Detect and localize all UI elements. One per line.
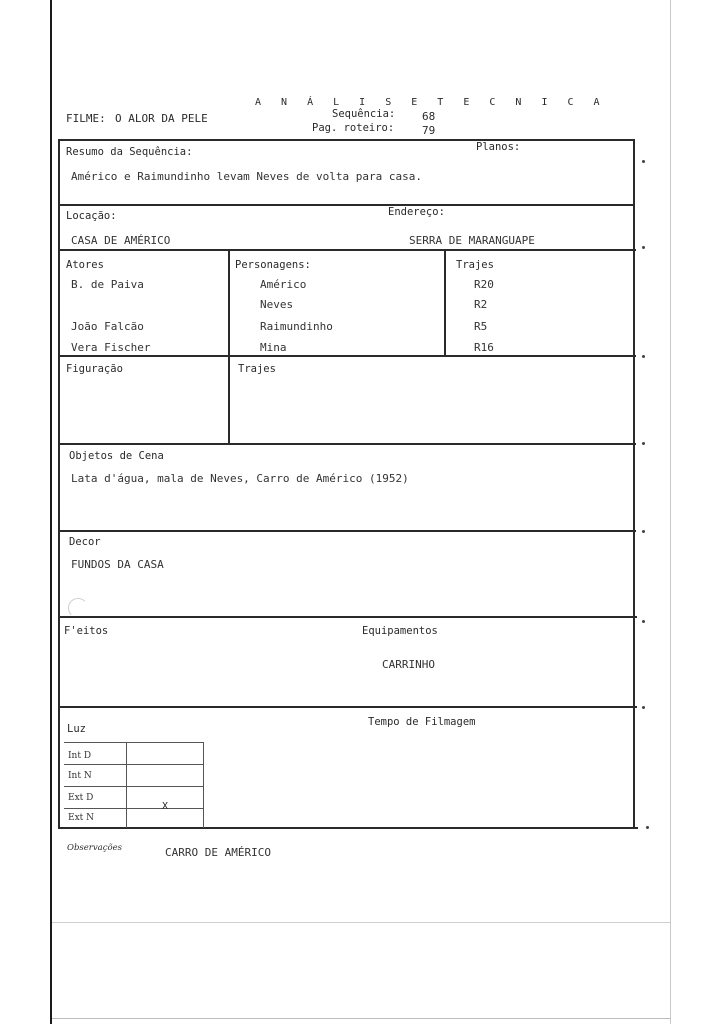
- divider-effects: [58, 706, 637, 708]
- divider-location: [58, 249, 636, 251]
- props-label: Objetos de Cena: [69, 450, 164, 462]
- lighting-grid-line: [203, 742, 204, 828]
- lighting-grid-line: [64, 808, 204, 809]
- divider-props: [58, 530, 636, 532]
- margin-dot: [642, 160, 645, 163]
- address-label: Endereço:: [388, 206, 445, 218]
- form-left-border: [58, 139, 60, 829]
- character-cell: Mina: [260, 341, 287, 354]
- lighting-grid-line: [64, 742, 204, 743]
- sequence-label: Sequência:: [332, 108, 396, 120]
- character-cell: Neves: [260, 298, 294, 311]
- lighting-row-label: Int D: [68, 751, 92, 761]
- divider-cast: [58, 355, 636, 357]
- lighting-label: Luz: [67, 723, 86, 735]
- page-bottom-edge: [52, 1018, 670, 1019]
- film-label: FILME:: [66, 112, 106, 125]
- location-value: CASA DE AMÉRICO: [71, 234, 171, 247]
- character-cell: Raimundinho: [260, 320, 333, 333]
- form-top-border: [58, 139, 634, 141]
- effects-label: F'eitos: [64, 625, 109, 637]
- margin-dot: [642, 355, 645, 358]
- script-page-label: Pag. roteiro:: [312, 122, 395, 134]
- planos-label: Planos:: [476, 141, 521, 153]
- margin-dot: [642, 442, 645, 445]
- summary-label: Resumo da Sequência:: [66, 146, 193, 158]
- divider-extras: [58, 443, 636, 445]
- sequence-value: 68: [422, 110, 436, 123]
- margin-dot: [642, 620, 645, 623]
- lighting-row-label: Int N: [68, 771, 92, 781]
- notes-label: Observações: [67, 843, 123, 853]
- extras-costumes-label: Trajes: [238, 363, 276, 375]
- cast-column-divider-1: [228, 249, 230, 443]
- characters-label: Personagens:: [235, 259, 311, 271]
- summary-text: Américo e Raimundinho levam Neves de volta para casa.: [71, 170, 422, 183]
- form-right-border: [633, 139, 635, 829]
- page-edge-left: [50, 0, 52, 1024]
- costume-cell: R5: [474, 320, 488, 333]
- punch-hole-mark: [68, 598, 88, 618]
- costumes-label: Trajes: [456, 259, 494, 271]
- lighting-grid-line: [64, 764, 204, 765]
- divider-summary: [58, 204, 635, 206]
- lighting-row-label: Ext N: [68, 813, 94, 823]
- divider-decor: [58, 616, 637, 618]
- costume-cell: R20: [474, 278, 494, 291]
- costume-cell: R16: [474, 341, 494, 354]
- margin-dot: [642, 530, 645, 533]
- equipment-label: Equipamentos: [362, 625, 438, 637]
- page-edge-right: [670, 0, 671, 1024]
- lighting-grid-line: [64, 786, 204, 787]
- filming-time-label: Tempo de Filmagem: [368, 716, 476, 728]
- actor-cell: B. de Paiva: [71, 278, 144, 291]
- lighting-grid: [64, 742, 204, 828]
- character-cell: Américo: [260, 278, 307, 291]
- equipment-value: CARRINHO: [382, 658, 435, 671]
- costume-cell: R2: [474, 298, 488, 311]
- address-value: SERRA DE MARANGUAPE: [409, 234, 535, 247]
- script-page-value: 79: [422, 124, 436, 137]
- actor-cell: Vera Fischer: [71, 341, 151, 354]
- lighting-row-label: Ext D: [68, 793, 94, 803]
- form-title: A N Á L I S E T E C N I C A: [255, 97, 607, 108]
- props-value: Lata d'água, mala de Neves, Carro de Américo (1952): [71, 472, 409, 485]
- film-value: O ALOR DA PELE: [115, 112, 208, 125]
- decor-label: Decor: [69, 536, 101, 548]
- extras-label: Figuração: [66, 363, 123, 375]
- actor-cell: João Falcão: [71, 320, 144, 333]
- location-label: Locação:: [66, 210, 117, 222]
- page-fold-line: [52, 922, 670, 923]
- lighting-mark: X: [162, 801, 169, 812]
- margin-dot: [642, 246, 645, 249]
- lighting-grid-line: [126, 742, 127, 828]
- cast-column-divider-2: [444, 249, 446, 355]
- margin-dot: [646, 826, 649, 829]
- notes-value: CARRO DE AMÉRICO: [165, 846, 271, 859]
- decor-value: FUNDOS DA CASA: [71, 558, 164, 571]
- actors-label: Atores: [66, 259, 104, 271]
- margin-dot: [642, 706, 645, 709]
